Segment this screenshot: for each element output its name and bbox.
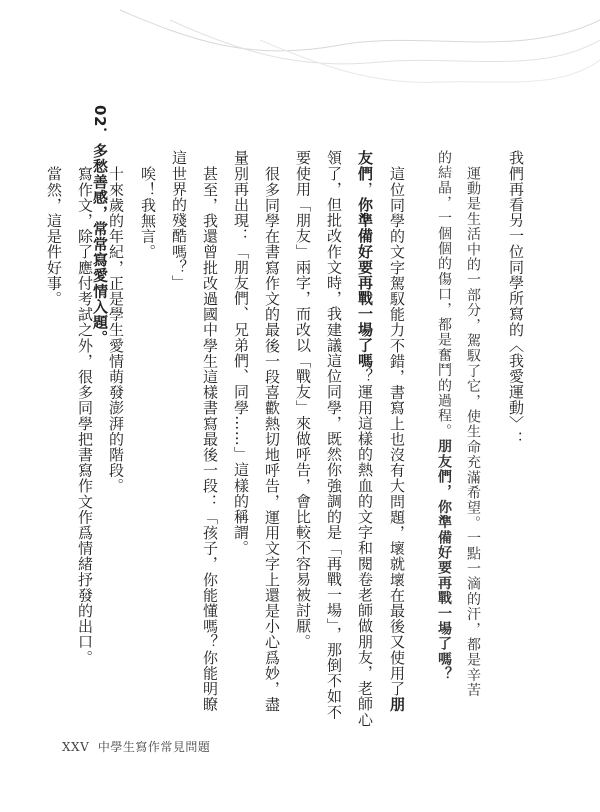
para5: 十來歲的年紀，正是學生愛情萌發澎湃的階段。 [107, 166, 125, 494]
para1-col3: 領了，但批改作文時，我建議這位同學，既然你強調的是「再戰一場」，那倒不如不 [325, 150, 343, 720]
page-number: XXV [62, 740, 90, 754]
quote-line-1: 運動是生活中的一部分，駕馭了它，使生命充滿希望。一點一滴的汗，都是辛苦 [465, 166, 481, 698]
para2-col2: 量別再出現：「朋友們、兄弟們、同學……」這樣的稱謂。 [232, 150, 250, 556]
section-heading: 02．多愁善感，常常寫愛情入題。 [91, 105, 109, 346]
para2-col1: 很多同學在書寫作文的最後一段喜歡熱切地呼告，運用文字上還是小心爲妙，盡 [263, 166, 281, 712]
quote-line-2: 的結晶，一個個的傷口，都是奮鬥的過程。朋友們，你準備好要再戰一場了嗎？ [436, 150, 452, 683]
para3-col2: 這世界的殘酷嗎？」 [170, 150, 188, 291]
para1-col1: 這位同學的文字駕馭能力不錯，書寫上也沒有大問題，壞就壞在最後又使用了朋 [388, 166, 406, 713]
para1-col2: 友們，你準備好要再戰一場了嗎？運用這樣的熱血的文字和閱卷老師做朋友，老師心 [356, 150, 374, 728]
quote-bold-phrase: 朋友們，你準備好要再戰一場了嗎？ [436, 438, 452, 683]
para4: 唉！我無言。 [139, 166, 157, 260]
para6-col2: 當然，這是件好事。 [45, 166, 63, 307]
page-footer [62, 738, 210, 755]
decorative-curves [0, 0, 600, 160]
para1-col4: 要使用「朋友」兩字，而改以「戰友」來做呼告，會比較不容易被討厭。 [294, 150, 312, 650]
para6-col1: 寫作文，除了應付考試之外，很多同學把書寫作文作爲情緒抒發的出口。 [76, 166, 94, 666]
book-title: 中學生寫作常見問題 [97, 740, 211, 754]
intro-line: 我們再看另一位同學所寫的〈我愛運動〉： [507, 150, 525, 447]
para3-col1: 甚至，我還曾批改過國中學生這樣書寫最後一段：「孩子，你能懂嗎？你能明瞭 [201, 166, 219, 712]
